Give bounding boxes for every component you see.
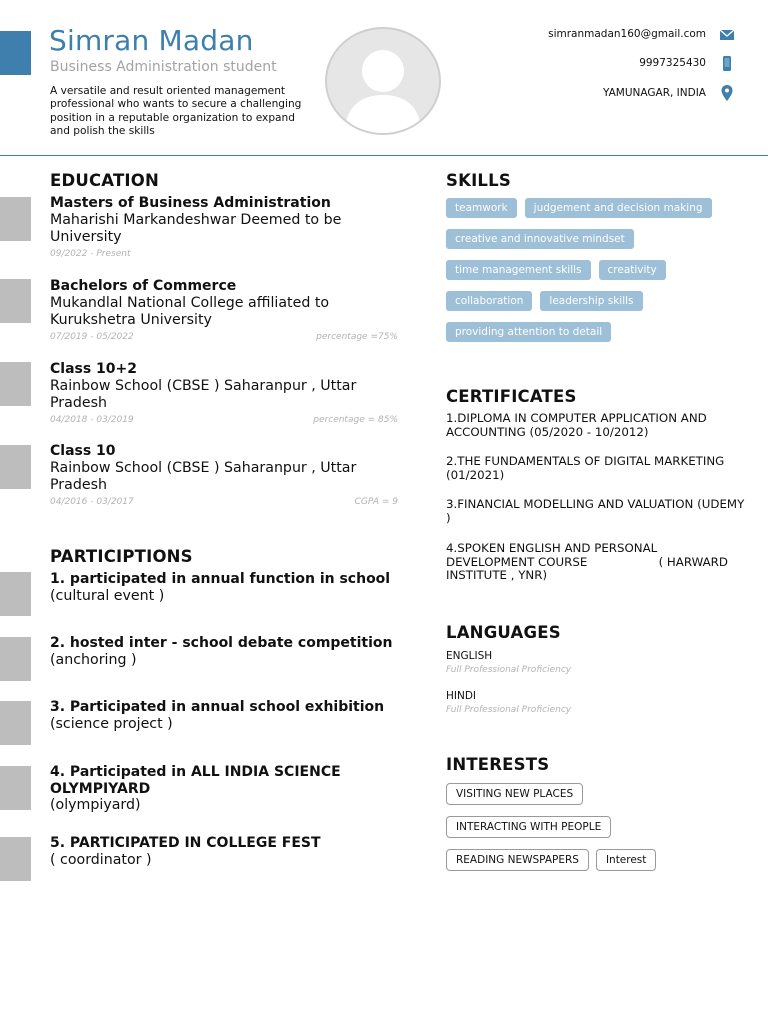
education-dates: 04/2016 - 03/2017	[50, 497, 134, 507]
education-marker	[0, 445, 31, 489]
profile-summary: A versatile and result oriented management professional who wants to secure a challenging position in a reputable organization to expand and polish the skills	[50, 85, 302, 138]
degree-title: Class 10	[50, 443, 116, 459]
education-dates: 09/2022 - Present	[50, 249, 131, 259]
participation-marker	[0, 837, 31, 881]
participation-entry	[50, 699, 400, 733]
education-entry	[50, 278, 398, 342]
language-level: Full Professional Proficiency	[446, 705, 572, 715]
participation-detail: (olympiyard)	[50, 797, 141, 813]
header-accent-bar	[0, 31, 31, 75]
education-dates: 07/2019 - 05/2022	[50, 332, 134, 342]
phone-icon	[718, 55, 736, 73]
skill-tag: leadership skills	[540, 291, 642, 311]
education-entry	[50, 195, 398, 259]
candidate-name: Simran Madan	[49, 24, 254, 57]
participation-detail: (science project )	[50, 715, 173, 732]
interests-heading: INTERESTS	[446, 755, 550, 774]
education-score: percentage =75%	[316, 332, 398, 342]
skill-tag: collaboration	[446, 291, 532, 311]
participation-entry	[50, 635, 400, 669]
skill-tag: time management skills	[446, 260, 591, 280]
certificate-item: 3.FINANCIAL MODELLING AND VALUATION (UDEMY )	[446, 497, 745, 525]
education-heading: EDUCATION	[50, 171, 159, 190]
skills-heading: SKILLS	[446, 171, 511, 190]
education-score: percentage = 85%	[313, 415, 398, 425]
skill-tag: judgement and decision making	[525, 198, 712, 218]
header-divider	[0, 155, 768, 156]
education-marker	[0, 279, 31, 323]
degree-title: Bachelors of Commerce	[50, 278, 237, 294]
education-entry	[50, 443, 398, 507]
map-pin-icon	[718, 84, 736, 102]
participation-title: 5. PARTICIPATED IN COLLEGE FEST	[50, 835, 321, 851]
institution-name: Mukandlal National College affiliated to Kurukshetra University	[50, 295, 330, 328]
participation-title: 2. hosted inter - school debate competition	[50, 635, 393, 651]
education-entry	[50, 361, 398, 425]
certificate-item: 1.DIPLOMA IN COMPUTER APPLICATION AND ACCOUNTING (05/2020 - 10/2012)	[446, 411, 707, 439]
degree-title: Masters of Business Administration	[50, 195, 331, 211]
language-name: ENGLISH	[446, 650, 493, 662]
participation-title: 1. participated in annual function in school	[50, 571, 391, 587]
participation-detail: (cultural event )	[50, 587, 165, 604]
skill-tag: creativity	[599, 260, 666, 280]
participation-entry	[50, 571, 400, 605]
interest-tag: VISITING NEW PLACES	[446, 783, 583, 805]
contact-location: YAMUNAGAR, INDIA	[603, 87, 706, 99]
participation-marker	[0, 572, 31, 616]
envelope-icon	[718, 26, 736, 44]
education-marker	[0, 362, 31, 406]
education-dates: 04/2018 - 03/2019	[50, 415, 134, 425]
skill-tag: creative and innovative mindset	[446, 229, 634, 249]
institution-name: Maharishi Markandeshwar Deemed to be University	[50, 212, 342, 245]
language-level: Full Professional Proficiency	[446, 665, 572, 675]
education-marker	[0, 197, 31, 241]
interests-row	[446, 783, 583, 805]
avatar-silhouette-icon	[327, 29, 439, 133]
skill-tag: teamwork	[446, 198, 517, 218]
contact-email[interactable]: simranmadan160@gmail.com	[548, 28, 706, 40]
interests-row	[446, 849, 656, 871]
participation-marker	[0, 766, 31, 810]
participation-detail: ( coordinator )	[50, 851, 152, 868]
contact-phone: 9997325430	[639, 57, 706, 69]
candidate-role: Business Administration student	[50, 59, 277, 75]
participation-marker	[0, 701, 31, 745]
institution-name: Rainbow School (CBSE ) Saharanpur , Uttar Pradesh	[50, 378, 357, 411]
certificates-heading: CERTIFICATES	[446, 387, 577, 406]
participation-entry	[50, 835, 400, 869]
skills-list	[446, 198, 746, 353]
degree-title: Class 10+2	[50, 361, 138, 377]
participation-entry	[50, 764, 400, 814]
institution-name: Rainbow School (CBSE ) Saharanpur , Uttar Pradesh	[50, 460, 357, 493]
participation-marker	[0, 637, 31, 681]
skill-tag: providing attention to detail	[446, 322, 611, 342]
language-name: HINDI	[446, 690, 477, 702]
education-score: CGPA = 9	[354, 497, 398, 507]
certificate-item: 4.SPOKEN ENGLISH AND PERSONAL DEVELOPMENT COURSE ( HARWARD INSTITUTE , YNR)	[446, 541, 732, 583]
certificate-item: 2.THE FUNDAMENTALS OF DIGITAL MARKETING (01/2021)	[446, 454, 725, 482]
participation-title: 3. Participated in annual school exhibition	[50, 699, 385, 715]
participation-detail: (anchoring )	[50, 651, 137, 668]
interest-tag: READING NEWSPAPERS	[446, 849, 589, 871]
interest-tag: Interest	[596, 849, 656, 871]
profile-avatar	[325, 27, 441, 135]
languages-heading: LANGUAGES	[446, 623, 561, 642]
participations-heading: PARTICIPTIONS	[50, 547, 193, 566]
interests-row	[446, 816, 611, 838]
interest-tag: INTERACTING WITH PEOPLE	[446, 816, 611, 838]
participation-title: 4. Participated in ALL INDIA SCIENCE OLYMPIYARD	[50, 764, 341, 797]
